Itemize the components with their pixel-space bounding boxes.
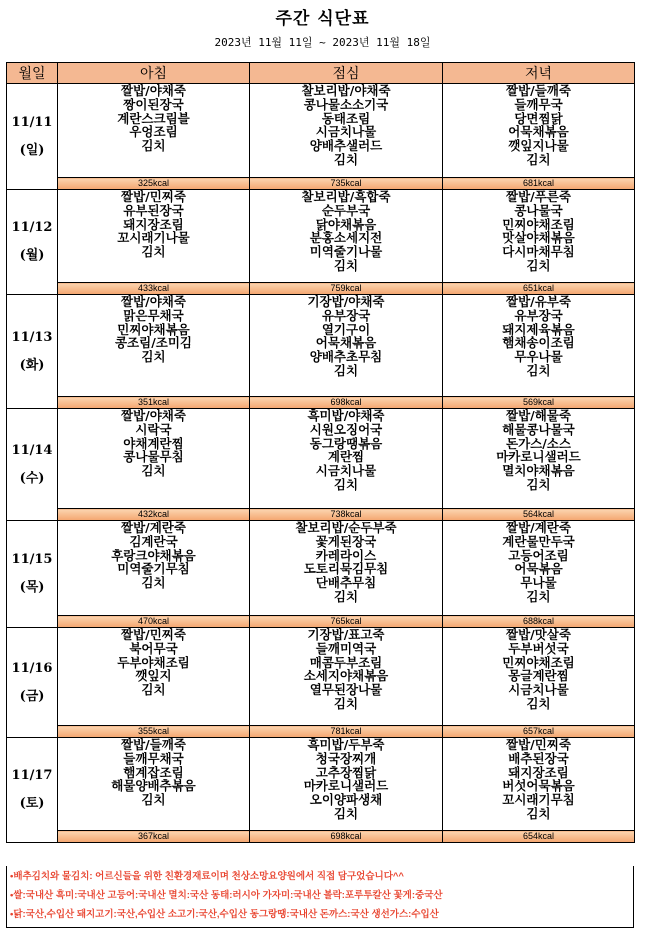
menu-item: 해물콩나물국 [502, 421, 575, 437]
menu-item: 짱이된장국 [123, 96, 184, 112]
lunch-cell [250, 190, 443, 283]
day-cell [7, 738, 58, 843]
menu-item: 콩나물무침 [123, 449, 184, 465]
menu-item: 마카로니샐러드 [496, 449, 581, 465]
breakfast-cell [58, 738, 250, 831]
menu-item: 유부된장국 [123, 202, 184, 218]
lunch-cell [250, 738, 443, 831]
menu-item: 시금치나물 [508, 682, 569, 698]
kcal-cell: 564kcal [443, 509, 635, 521]
menu-item: 양배추초무침 [309, 349, 383, 365]
menu-item: 배추된장국 [508, 750, 569, 766]
day-cell [7, 84, 58, 190]
day-of-week: (일) [19, 142, 45, 158]
day-of-week: (수) [19, 470, 45, 486]
day-cell [7, 190, 58, 295]
menu-item: 맑은무채국 [123, 307, 184, 323]
menu-item: 김치 [526, 476, 551, 492]
note-origin-2: •닭:국산,수입산 돼지고기:국산,수입산 소고기:국산,수입산 동그랑땡:국내산 돈까스:국산 생선가스:수입산 [10, 909, 439, 920]
menu-item: 후랑크야채볶음 [111, 547, 196, 563]
menu-item: 김치 [526, 695, 551, 711]
menu-item: 김치 [526, 588, 551, 604]
menu-item: 유부장국 [514, 307, 563, 323]
day-cell [7, 295, 58, 409]
menu-item: 미역줄기무침 [117, 561, 190, 577]
menu-item: 계란물만두국 [502, 533, 575, 549]
kcal-cell: 367kcal [58, 831, 250, 843]
menu-item: 김치 [333, 588, 359, 604]
dinner-cell [443, 84, 635, 178]
day-of-week: (월) [19, 248, 45, 263]
kcal-cell: 433kcal [58, 283, 250, 295]
menu-item: 짤밥/민찌죽 [121, 189, 186, 204]
menu-item: 시원오징어국 [309, 421, 383, 437]
menu-item: 계란스크림블 [117, 110, 190, 126]
kcal-cell: 657kcal [443, 726, 635, 738]
day-row [7, 84, 635, 178]
menu-item: 흑미밥/야채죽 [307, 408, 385, 423]
day-date: 11/17 [11, 768, 53, 783]
menu-item: 기장밥/표고죽 [307, 627, 385, 642]
menu-item: 콩나물소소기국 [303, 96, 389, 112]
menu-item: 어묵볶음 [514, 561, 563, 577]
day-date: 11/14 [11, 442, 53, 458]
day-row [7, 521, 635, 616]
menu-item: 다시마채무침 [502, 244, 575, 260]
menu-item: 해물양배추볶음 [111, 778, 196, 794]
menu-item: 짤밥/푸른죽 [506, 189, 571, 204]
menu-item: 동그랑땡볶음 [309, 435, 383, 451]
menu-item: 돼지장조림 [508, 764, 569, 780]
menu-item: 시락국 [135, 421, 172, 437]
kcal-cell: 765kcal [250, 616, 443, 628]
menu-item: 맛살야채볶음 [502, 230, 575, 246]
kcal-row [7, 397, 635, 409]
menu-item: 고추장찜닭 [315, 764, 377, 780]
kcal-cell: 569kcal [443, 397, 635, 409]
header-day: 월일 [7, 63, 58, 84]
header-row [7, 63, 635, 84]
kcal-cell: 688kcal [443, 616, 635, 628]
menu-item: 두부버섯국 [508, 640, 569, 656]
kcal-cell: 698kcal [250, 831, 443, 843]
kcal-cell: 681kcal [443, 178, 635, 190]
menu-item: 김치 [141, 244, 166, 260]
menu-item: 김치 [141, 682, 166, 698]
day-date: 11/16 [11, 660, 53, 676]
menu-item: 김치 [141, 792, 166, 808]
menu-item: 고등어조림 [508, 547, 569, 563]
menu-item: 김치 [526, 151, 551, 167]
breakfast-cell [58, 190, 250, 283]
menu-item: 김치 [141, 138, 166, 154]
menu-item: 흑미밥/두부죽 [307, 737, 385, 752]
menu-item: 열기구이 [321, 321, 371, 337]
dinner-cell [443, 738, 635, 831]
day-of-week: (토) [19, 796, 45, 811]
dinner-cell [443, 628, 635, 726]
kcal-cell: 470kcal [58, 616, 250, 628]
menu-item: 짤밥/계란죽 [506, 520, 571, 535]
menu-item: 짤밥/해물죽 [506, 408, 571, 423]
kcal-row [7, 726, 635, 738]
menu-item: 시금치나물 [315, 463, 377, 479]
menu-item: 분홍소세지전 [309, 230, 383, 246]
lunch-cell [250, 628, 443, 726]
menu-item: 유부장국 [321, 307, 371, 323]
menu-item: 어묵채볶음 [508, 124, 569, 140]
kcal-cell: 781kcal [250, 726, 443, 738]
breakfast-cell [58, 409, 250, 509]
menu-item: 콩나물국 [514, 202, 563, 218]
day-row [7, 738, 635, 831]
menu-item: 청국장찌개 [315, 750, 377, 766]
menu-item: 양배추샐러드 [309, 138, 383, 154]
day-row [7, 295, 635, 397]
menu-item: 짤밥/민찌죽 [506, 737, 571, 752]
menu-item: 우엉조림 [129, 124, 178, 140]
day-row [7, 628, 635, 726]
menu-item: 짤밥/야채죽 [121, 294, 186, 309]
header-breakfast: 아침 [58, 63, 250, 84]
kcal-row [7, 616, 635, 628]
menu-item: 김치 [333, 805, 359, 821]
day-date: 11/13 [11, 329, 53, 345]
breakfast-cell [58, 84, 250, 178]
notes-box [6, 866, 634, 928]
menu-item: 김치 [141, 463, 166, 479]
menu-item: 김치 [333, 257, 359, 273]
lunch-cell [250, 521, 443, 616]
day-date: 11/15 [11, 552, 53, 567]
menu-item: 짤밥/들깨죽 [121, 737, 186, 752]
kcal-row [7, 178, 635, 190]
menu-item: 햄계잡조림 [123, 764, 184, 780]
menu-item: 어묵채볶음 [315, 335, 377, 351]
menu-item: 김치 [141, 349, 166, 365]
menu-item: 햄채송이조림 [502, 335, 575, 351]
note-origin-1: •쌀:국내산 흑미:국내산 고등어:국내산 멸치:국산 동태:러시아 가자미:국내산 볼락:포루투칼산 꽃게:중국산 [10, 890, 443, 901]
menu-item: 김계란국 [129, 533, 178, 549]
kcal-row [7, 831, 635, 843]
page-title: 주간 식단표 [275, 9, 370, 29]
kcal-cell: 351kcal [58, 397, 250, 409]
menu-item: 꼬시래기무침 [502, 792, 575, 808]
menu-table [6, 62, 635, 843]
lunch-cell [250, 295, 443, 397]
menu-item: 돼지장조림 [123, 216, 184, 232]
menu-item: 김치 [333, 695, 359, 711]
day-of-week: (목) [19, 580, 45, 595]
menu-item: 멸치야채볶음 [502, 463, 575, 479]
day-cell [7, 521, 58, 628]
breakfast-cell [58, 521, 250, 616]
menu-item: 민찌야채볶음 [117, 321, 190, 337]
kcal-cell: 759kcal [250, 283, 443, 295]
menu-item: 소세지야채볶음 [303, 668, 389, 684]
header-lunch: 점심 [250, 63, 443, 84]
menu-item: 도토리묵김무침 [303, 561, 389, 577]
menu-item: 카레라이스 [315, 547, 377, 563]
kcal-row [7, 509, 635, 521]
kcal-cell: 325kcal [58, 178, 250, 190]
menu-item: 들깨무국 [514, 96, 563, 112]
menu-item: 단배추무침 [315, 575, 377, 591]
menu-item: 꽃게된장국 [315, 533, 377, 549]
menu-item: 짤밥/민찌죽 [121, 627, 186, 642]
kcal-cell: 654kcal [443, 831, 635, 843]
dinner-cell [443, 409, 635, 509]
menu-item: 계란찜 [327, 449, 365, 465]
day-cell [7, 628, 58, 738]
menu-item: 민찌야채조림 [502, 654, 575, 670]
menu-item: 꼬시래기나물 [117, 230, 190, 246]
menu-item: 오이양파생채 [309, 792, 383, 808]
menu-item: 들깨무채국 [123, 750, 184, 766]
menu-item: 콩조림/조미김 [114, 335, 193, 351]
menu-item: 민찌야채조림 [502, 216, 575, 232]
menu-item: 짤밥/유부죽 [506, 294, 571, 309]
menu-item: 돼지제육볶음 [502, 321, 575, 337]
day-cell [7, 409, 58, 521]
menu-item: 마카로니샐러드 [303, 778, 389, 794]
menu-item: 찰보리밥/순두부죽 [295, 520, 397, 535]
menu-item: 김치 [526, 805, 551, 821]
note-kimchi: •배추김치와 물김치: 어르신들을 위한 친환경재료이며 천상소망요양원에서 직접 담구었습니다^^ [10, 871, 404, 882]
lunch-cell [250, 84, 443, 178]
menu-item: 짤밥/들깨죽 [506, 83, 571, 98]
day-of-week: (화) [19, 357, 45, 373]
day-row [7, 190, 635, 283]
menu-item: 버섯어묵볶음 [502, 778, 575, 794]
kcal-row [7, 283, 635, 295]
menu-item: 미역줄기나물 [309, 244, 383, 260]
kcal-cell: 698kcal [250, 397, 443, 409]
day-date: 11/12 [11, 220, 53, 235]
menu-item: 야채계란찜 [123, 435, 184, 451]
menu-item: 깻잎지나물 [508, 138, 569, 154]
kcal-cell: 735kcal [250, 178, 443, 190]
menu-item: 김치 [333, 151, 359, 167]
menu-item: 돈가스/소스 [506, 435, 571, 451]
menu-item: 김치 [526, 362, 551, 378]
menu-item: 김치 [333, 476, 359, 492]
menu-item: 닭야채볶음 [315, 216, 377, 232]
date-range: 2023년 11월 11일 ~ 2023년 11월 18일 [214, 36, 431, 49]
menu-item: 짤밥/계란죽 [121, 520, 186, 535]
header-dinner: 저녁 [443, 63, 635, 84]
menu-item: 들깨미역국 [315, 640, 377, 656]
menu-item: 찰보리밥/야채죽 [301, 83, 391, 98]
menu-item: 북어무국 [129, 640, 178, 656]
breakfast-cell [58, 295, 250, 397]
menu-item: 열무된장나물 [309, 682, 383, 698]
menu-item: 김치 [141, 575, 166, 591]
kcal-cell: 432kcal [58, 509, 250, 521]
menu-item: 짤밥/야채죽 [121, 408, 186, 423]
menu-item: 짤밥/야채죽 [121, 83, 186, 98]
menu-item: 찰보리밥/흑합죽 [301, 189, 391, 204]
menu-item: 매콤두부조림 [309, 654, 383, 670]
dinner-cell [443, 190, 635, 283]
day-row [7, 409, 635, 509]
menu-item: 김치 [333, 362, 359, 378]
menu-item: 시금치나물 [315, 124, 377, 140]
menu-item: 동태조림 [321, 110, 371, 126]
menu-item: 순두부국 [321, 202, 371, 218]
menu-item: 무우나물 [514, 349, 563, 365]
menu-item: 당면찜닭 [514, 110, 563, 126]
breakfast-cell [58, 628, 250, 726]
day-of-week: (금) [19, 688, 45, 704]
menu-item: 몽글계란찜 [508, 668, 569, 684]
dinner-cell [443, 521, 635, 616]
menu-item: 김치 [526, 257, 551, 273]
kcal-cell: 355kcal [58, 726, 250, 738]
kcal-cell: 651kcal [443, 283, 635, 295]
day-date: 11/11 [11, 114, 53, 130]
kcal-cell: 738kcal [250, 509, 443, 521]
menu-item: 두부야채조림 [117, 654, 190, 670]
menu-item: 짤밥/맛살죽 [506, 627, 571, 642]
menu-item: 기장밥/야채죽 [307, 294, 385, 309]
menu-item: 깻잎지 [135, 668, 172, 684]
lunch-cell [250, 409, 443, 509]
menu-item: 무나물 [520, 575, 557, 591]
dinner-cell [443, 295, 635, 397]
